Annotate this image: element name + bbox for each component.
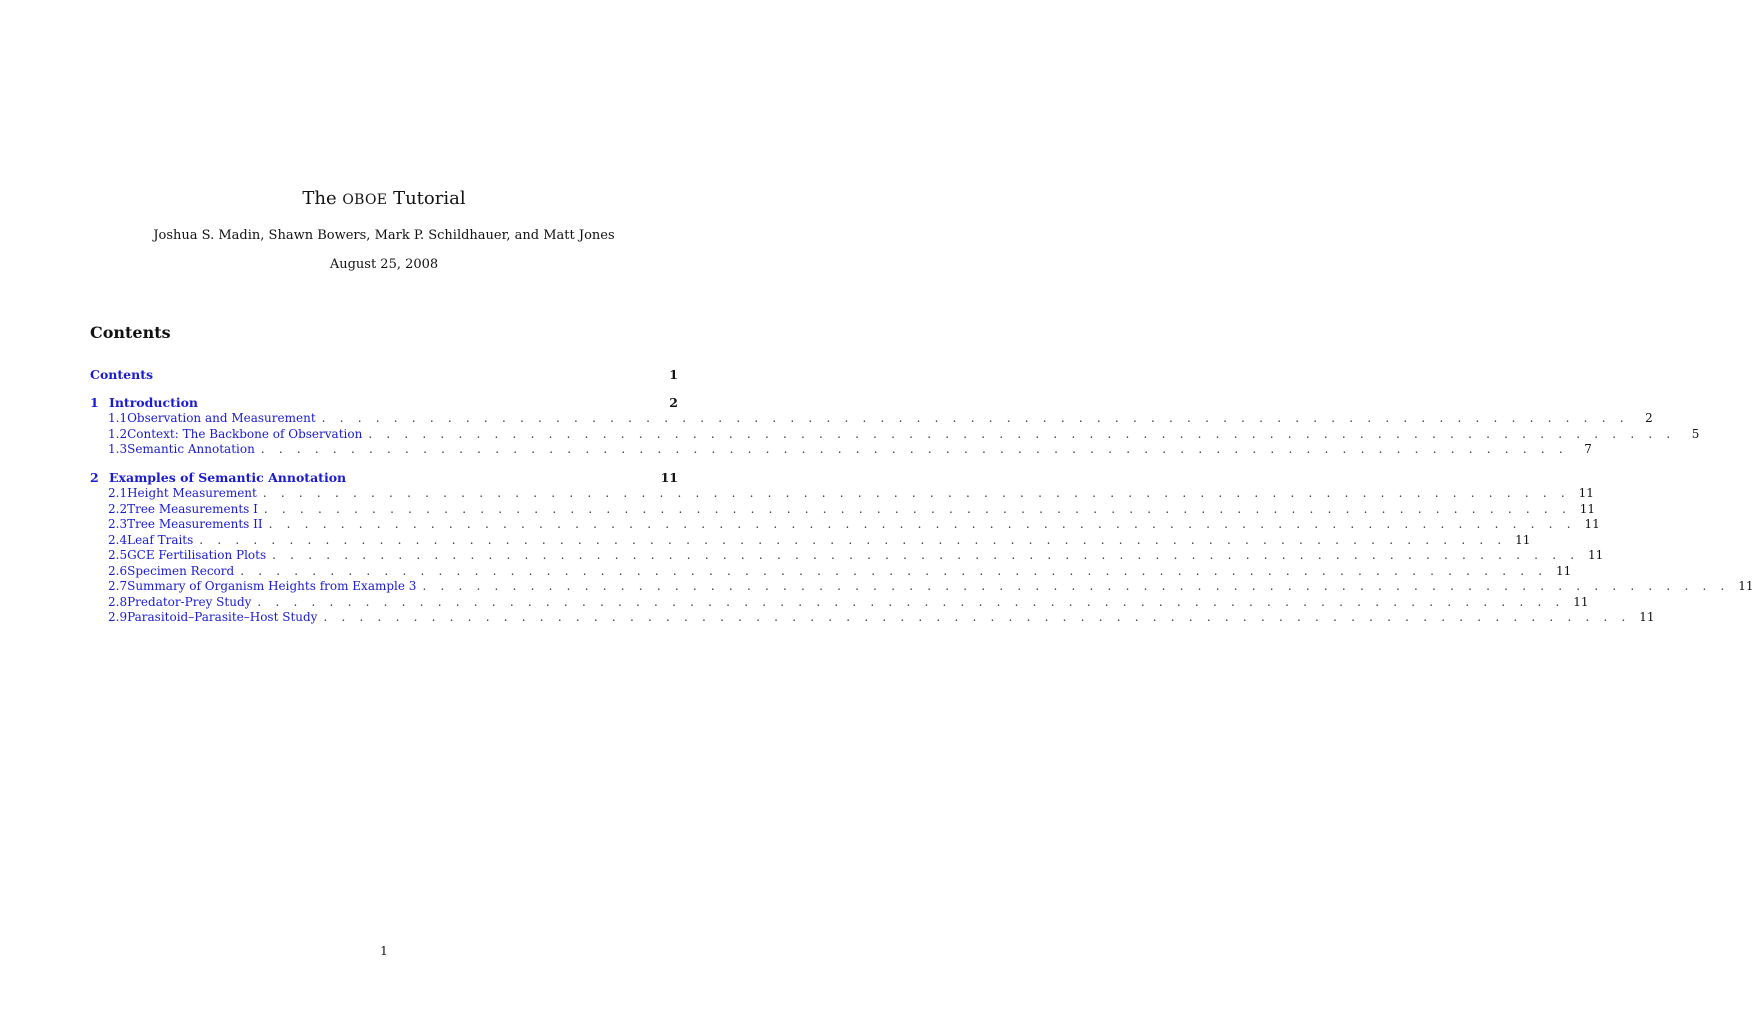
- title-prefix: The: [302, 188, 337, 209]
- toc-entry-page: 11: [1573, 594, 1589, 609]
- toc-entry-link[interactable]: Predator-Prey Study: [127, 594, 252, 609]
- toc-entry-link[interactable]: Height Measurement: [127, 486, 257, 500]
- toc-dot-leader: . . . . . . . . . . . . . . . . . . . . . . . . . . . . . . . . . . . . . . . . . . . . . . . . . . . . . . . . . . . . . . . . . . . . . . . . .: [321, 411, 1629, 425]
- page-number: 1: [380, 944, 388, 958]
- toc-entry-page: 11: [1639, 610, 1655, 624]
- toc-section-1[interactable]: [90, 395, 678, 411]
- toc-entry-number: 1.2: [108, 426, 128, 441]
- toc-entry-contents[interactable]: [90, 367, 678, 383]
- toc-subsection-2-3[interactable]: [90, 516, 1600, 532]
- toc-entry-page: 2: [669, 395, 678, 410]
- toc-dot-leader: . . . . . . . . . . . . . . . . . . . . . . . . . . . . . . . . . . . . . . . . . . . . . . . . . . . . . . . . . . . . . . . . . . . . . . . . .: [240, 563, 1548, 578]
- toc-dot-leader: . . . . . . . . . . . . . . . . . . . . . . . . . . . . . . . . . . . . . . . . . . . . . . . . . . . . . . . . . . . . . . . . . . . . . . . . .: [422, 579, 1730, 593]
- contents-heading: Contents: [90, 323, 171, 342]
- toc-entry-number: 2.8: [108, 594, 128, 609]
- toc-subsection-2-9[interactable]: [90, 609, 1655, 625]
- toc-dot-leader: . . . . . . . . . . . . . . . . . . . . . . . . . . . . . . . . . . . . . . . . . . . . . . . . . . . . . . . . . . . . . . . . . . . . . . . . .: [323, 610, 1631, 624]
- toc-dot-leader: . . . . . . . . . . . . . . . . . . . . . . . . . . . . . . . . . . . . . . . . . . . . . . . . . . . . . . . . . . . . . . . . . . . . . . . . .: [260, 442, 1568, 456]
- toc-entry-page: 2: [1645, 411, 1653, 425]
- toc-entry-link[interactable]: Parasitoid–Parasite–Host Study: [127, 610, 318, 624]
- toc-subsection-2-7[interactable]: [90, 578, 1754, 594]
- toc-dot-leader: . . . . . . . . . . . . . . . . . . . . . . . . . . . . . . . . . . . . . . . . . . . . . . . . . . . . . . . . . . . . . . . . . . . . . . . . .: [272, 548, 1580, 562]
- toc-entry-number: 1.1: [108, 411, 128, 425]
- toc-entry-number: 2.1: [108, 486, 128, 500]
- toc-subsection-2-1[interactable]: [90, 485, 1594, 501]
- toc-subsection-2-5[interactable]: [90, 547, 1604, 563]
- toc-entry-page: 5: [1691, 426, 1700, 441]
- toc-subsection-2-8[interactable]: [90, 594, 1589, 610]
- toc-entry-link[interactable]: Leaf Traits: [127, 532, 194, 547]
- toc-entry-link[interactable]: GCE Fertilisation Plots: [127, 548, 267, 562]
- authors-line: Joshua S. Madin, Shawn Bowers, Mark P. Schildhauer, and Matt Jones: [153, 228, 615, 243]
- toc-entry-number: 2.6: [108, 563, 128, 578]
- toc-entry-page: 11: [1579, 501, 1595, 516]
- toc-entry-page: 1: [669, 367, 678, 382]
- toc-entry-page: 7: [1584, 442, 1592, 456]
- toc-entry-number: 2.9: [108, 610, 128, 624]
- toc-entry-number: 1: [90, 395, 99, 410]
- toc-entry-link[interactable]: Summary of Organism Heights from Example 3: [127, 579, 417, 593]
- toc-subsection-1-3[interactable]: [90, 441, 1592, 457]
- document-title: [0, 188, 768, 211]
- toc-entry-link[interactable]: Tree Measurements I: [127, 501, 258, 516]
- toc-entry-page: 11: [1556, 563, 1572, 578]
- toc-dot-leader: . . . . . . . . . . . . . . . . . . . . . . . . . . . . . . . . . . . . . . . . . . . . . . . . . . . . . . . . . . . . . . . . . . . . . . . . .: [268, 517, 1576, 531]
- toc-entry-link[interactable]: Semantic Annotation: [127, 442, 255, 456]
- toc-entry-page: 11: [1587, 548, 1604, 562]
- toc-dot-leader: . . . . . . . . . . . . . . . . . . . . . . . . . . . . . . . . . . . . . . . . . . . . . . . . . . . . . . . . . . . . . . . . . . . . . . . . .: [262, 486, 1570, 500]
- toc-entry-link[interactable]: Tree Measurements II: [127, 517, 263, 531]
- toc-subsection-1-1[interactable]: [90, 410, 1653, 426]
- toc-dot-leader: . . . . . . . . . . . . . . . . . . . . . . . . . . . . . . . . . . . . . . . . . . . . . . . . . . . . . . . . . . . . . . . . . . . . . . . . .: [263, 501, 1571, 516]
- toc-subsection-2-2[interactable]: [90, 501, 1595, 517]
- toc-subsection-1-2[interactable]: [90, 426, 1700, 442]
- toc-entry-link[interactable]: Contents: [90, 367, 154, 382]
- toc-entry-link[interactable]: Context: The Backbone of Observation: [127, 426, 363, 441]
- toc-entry-link[interactable]: Introduction: [109, 395, 199, 410]
- toc-section-2[interactable]: [90, 470, 678, 486]
- toc-entry-page: 11: [1578, 486, 1594, 500]
- toc-entry-number: 2.2: [108, 501, 128, 516]
- toc-dot-leader: . . . . . . . . . . . . . . . . . . . . . . . . . . . . . . . . . . . . . . . . . . . . . . . . . . . . . . . . . . . . . . . . . . . . . . . . .: [257, 594, 1565, 609]
- title-suffix: Tutorial: [393, 188, 466, 209]
- title-acronym: OBOE: [342, 192, 388, 208]
- toc-dot-leader: . . . . . . . . . . . . . . . . . . . . . . . . . . . . . . . . . . . . . . . . . . . . . . . . . . . . . . . . . . . . . . . . . . . . . . . . .: [368, 426, 1676, 441]
- toc-entry-number: 2.7: [108, 579, 128, 593]
- toc-entry-link[interactable]: Examples of Semantic Annotation: [109, 470, 347, 485]
- toc-subsection-2-4[interactable]: [90, 532, 1531, 548]
- toc-entry-page: 11: [1584, 517, 1600, 531]
- toc-entry-link[interactable]: Observation and Measurement: [127, 411, 316, 425]
- toc-entry-page: 11: [1515, 532, 1531, 547]
- toc-entry-number: 2: [90, 470, 99, 485]
- toc-entry-page: 11: [1738, 579, 1754, 593]
- toc-entry-number: 1.3: [108, 442, 128, 456]
- toc-entry-number: 2.3: [108, 517, 128, 531]
- toc-entry-link[interactable]: Specimen Record: [127, 563, 235, 578]
- toc-subsection-2-6[interactable]: [90, 563, 1572, 579]
- toc-entry-number: 2.4: [108, 532, 128, 547]
- toc-entry-page: 11: [660, 470, 678, 485]
- document-date: August 25, 2008: [329, 257, 439, 272]
- toc-dot-leader: . . . . . . . . . . . . . . . . . . . . . . . . . . . . . . . . . . . . . . . . . . . . . . . . . . . . . . . . . . . . . . . . . . . . . . . . .: [199, 532, 1507, 547]
- toc-entry-number: 2.5: [108, 548, 128, 562]
